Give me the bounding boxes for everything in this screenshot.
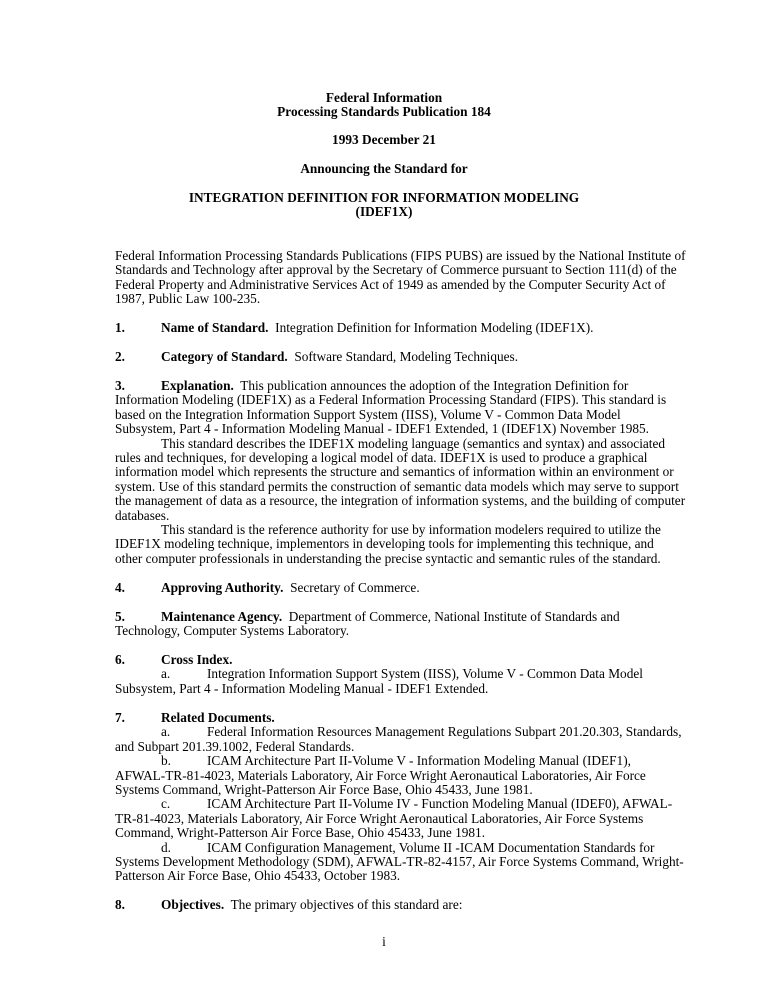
sub-item-label: d. [161, 839, 171, 855]
section-text: Department of Commerce, National Institute of Standards and [282, 609, 620, 624]
intro-paragraph [115, 248, 686, 307]
section-heading: Cross Index. [161, 652, 233, 667]
sub-item-line [115, 667, 675, 681]
sub-item-label: a. [161, 724, 171, 740]
text-line: Technology, Computer Systems Laboratory. [115, 623, 350, 639]
text-line: Command, Wright-Patterson Air Force Base, Ohio 45433, June 1981. [115, 825, 486, 841]
section-text: The primary objectives of this standard are: [224, 897, 463, 912]
text-line: system. Use of this standard permits the construction of semantic data models which may serve to support [115, 478, 679, 494]
intro-line: Federal Property and Administrative Services Act of 1949 as amended by the Computer Security Act of [115, 276, 666, 292]
publication-date: 1993 December 21 [332, 132, 436, 147]
text-line: Subsystem, Part 4 - Information Modeling Manual - IDEF1 Extended. [115, 680, 489, 696]
section-number: 2. [115, 349, 125, 364]
section-text: Software Standard, Modeling Techniques. [287, 349, 519, 364]
title-line2: (IDEF1X) [355, 204, 413, 220]
sub-item-label: c. [161, 796, 171, 812]
section-heading-line [115, 581, 675, 595]
text-line: This standard is the reference authority for use by information modelers required to utilize the [161, 521, 661, 537]
section-7 [115, 710, 684, 884]
text-line: rules and techniques, for developing a logical model of data. IDEF1X is used to produce a graphical [115, 449, 648, 465]
header-line1: Federal Information [325, 90, 443, 105]
text-line: TR-81-4023, Materials Laboratory, Air Force Wright Aeronautical Laboratories, Air Force Systems [115, 810, 644, 826]
announcement: Announcing the Standard for [300, 161, 468, 176]
section-heading-line [115, 610, 675, 624]
section-5 [115, 610, 675, 639]
text-line: information model which represents the structure and semantics of information within an environment or [115, 464, 674, 480]
section-number: 8. [115, 897, 125, 912]
sub-item-text: ICAM Configuration Management, Volume II -ICAM Documentation Standards for [207, 839, 655, 855]
section-heading: Approving Authority. [161, 580, 284, 595]
section-3 [115, 378, 686, 566]
section-2 [115, 350, 675, 364]
sub-item-text: Integration Information Support System (IISS), Volume V - Common Data Model [207, 666, 643, 682]
text-line: Subsystem, Part 4 - Information Modeling Manual - IDEF1 Extended, 1 (IDEF1X) November 1985. [115, 421, 650, 437]
section-number: 3. [115, 378, 125, 393]
section-text: Secretary of Commerce. [283, 580, 420, 595]
section-heading-line [115, 653, 675, 667]
section-text: Integration Definition for Information Modeling (IDEF1X). [268, 320, 594, 335]
page-number: i [382, 934, 386, 949]
text-line: databases. [115, 507, 170, 523]
section-number: 1. [115, 320, 125, 335]
sub-item-label: a. [161, 666, 171, 682]
section-heading-line [115, 321, 675, 335]
section-6 [115, 653, 675, 696]
section-4 [115, 581, 675, 595]
section-heading-line [115, 379, 675, 393]
sub-item-label: b. [161, 753, 171, 769]
text-line: the management of data as a resource, the integration of information systems, and the building of computer [115, 493, 686, 509]
text-line: AFWAL-TR-81-4023, Materials Laboratory, Air Force Wright Aeronautical Laboratories, Air Force [115, 767, 646, 783]
title-line1: INTEGRATION DEFINITION FOR INFORMATION MODELING [188, 190, 580, 205]
text-line: based on the Integration Information Support System (IISS), Volume V - Common Data Model [115, 406, 621, 422]
text-line: Systems Development Methodology (SDM), AFWAL-TR-82-4157, Air Force Systems Command, Wright- [115, 853, 684, 869]
section-8 [115, 898, 675, 912]
header-line2: Processing Standards Publication 184 [277, 104, 491, 120]
section-heading: Category of Standard. [161, 349, 288, 364]
text-line: other computer professionals in understanding the precise syntactic and semantic rules of the standard. [115, 550, 661, 566]
section-heading: Related Documents. [161, 710, 275, 725]
sub-item-text: ICAM Architecture Part II-Volume IV - Function Modeling Manual (IDEF0), AFWAL- [207, 796, 673, 812]
intro-line: 1987, Public Law 100-235. [115, 291, 261, 307]
section-heading-line [115, 898, 675, 912]
section-1 [115, 321, 675, 335]
text-line: Patterson Air Force Base, Ohio 45433, October 1983. [115, 868, 401, 884]
text-line: Information Modeling (IDEF1X) as a Federal Information Processing Standard (FIPS). This standard is [115, 392, 667, 408]
sub-item-line [115, 797, 675, 811]
publication-header [0, 91, 768, 120]
section-heading: Maintenance Agency. [161, 609, 283, 624]
text-line: and Subpart 201.39.1002, Federal Standards. [115, 738, 355, 754]
section-heading-line [115, 350, 675, 364]
section-number: 4. [115, 580, 125, 595]
sub-item-text: Federal Information Resources Management Regulations Subpart 201.20.303, Standards, [207, 724, 682, 740]
sub-item-line [115, 841, 675, 855]
text-line: This standard describes the IDEF1X modeling language (semantics and syntax) and associated [161, 435, 666, 451]
document-title [0, 191, 768, 220]
intro-line: Standards and Technology after approval by the Secretary of Commerce pursuant to Section 111(d) of the [115, 262, 677, 278]
section-number: 6. [115, 652, 125, 667]
section-number: 5. [115, 609, 125, 624]
sub-item-line [115, 754, 675, 768]
section-heading: Name of Standard. [161, 320, 269, 335]
intro-line: Federal Information Processing Standards Publications (FIPS PUBS) are issued by the National Institute of [115, 248, 686, 263]
sub-item-text: ICAM Architecture Part II-Volume V - Information Modeling Manual (IDEF1), [207, 753, 631, 769]
text-line: Systems Command, Wright-Patterson Air Force Base, Ohio 45433, June 1981. [115, 781, 533, 797]
section-heading: Objectives. [161, 897, 225, 912]
section-text: This publication announces the adoption of the Integration Definition for [233, 378, 629, 393]
section-heading-line [115, 711, 675, 725]
text-line: IDEF1X modeling technique, implementors in developing tools for implementing this technique, and [115, 536, 654, 552]
section-number: 7. [115, 710, 125, 725]
sub-item-line [115, 724, 682, 740]
section-heading: Explanation. [161, 378, 234, 393]
